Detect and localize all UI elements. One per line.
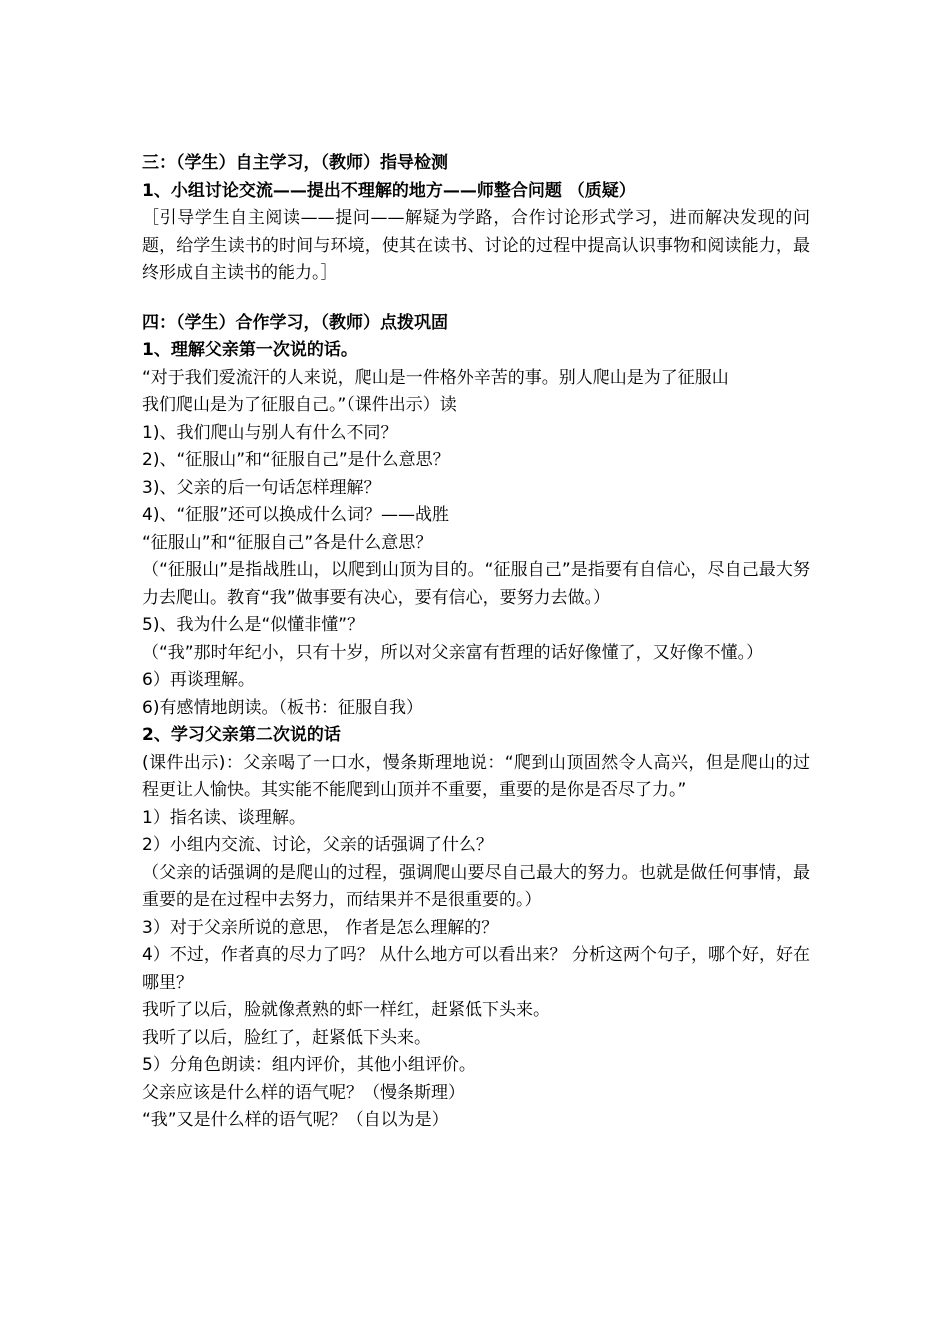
part2-question-5b: “我”又是什么样的语气呢？（自以为是）: [142, 1110, 449, 1130]
part1-answer-4: （“征服山”是指战胜山，以爬到山顶为目的。“征服自己”是指要有自信心，尽自己最大努力去爬山。教育“我”做事要有决心，要有信心，要努力去做。）: [142, 560, 810, 608]
part2-sentence-1: 我听了以后，脸就像煮熟的虾一样红，赶紧低下头来。: [142, 1000, 550, 1020]
section3-subheading: 1、小组讨论交流——提出不理解的地方——师整合问题 （质疑）: [142, 180, 636, 201]
part1-question-4: 4)、“征服”还可以换成什么词？——战胜: [142, 505, 450, 525]
part2-question-5a: 父亲应该是什么样的语气呢？（慢条斯理）: [142, 1082, 465, 1103]
section-spacer: [142, 288, 810, 310]
part1-question-3: 3)、父亲的后一句话怎样理解？: [142, 477, 381, 498]
part1-question-6b: 6)有感情地朗读。（板书：征服自我）: [142, 697, 423, 718]
part2-quote: (课件出示)：父亲喝了一口水，慢条斯理地说：“爬到山顶固然令人高兴，但是爬山的过程更让人愉快。其实能不能爬到山顶并不重要，重要的是你是否尽了力。”: [142, 752, 810, 800]
part2-question-2: 2）小组内交流、讨论，父亲的话强调了什么？: [142, 835, 493, 855]
part1-answer-5: （“我”那时年纪小，只有十岁，所以对父亲富有哲理的话好像懂了，又好像不懂。）: [142, 642, 764, 663]
section3-heading: 三：（学生）自主学习，（教师）指导检测: [142, 153, 448, 173]
part2-question-1: 1）指名读、谈理解。: [142, 807, 306, 828]
section3-note: ［引导学生自主阅读——提问——解疑为学路，合作讨论形式学习，进而解决发现的问题，给学生读书的时间与环境，使其在读书、讨论的过程中提高认识事物和阅读能力，最终形成自主读书的能力。］: [142, 208, 810, 283]
part2-question-3: 3）对于父亲所说的意思， 作者是怎么理解的？: [142, 917, 499, 938]
part1-quote-line2: 我们爬山是为了征服自己。”（课件出示）读: [142, 395, 457, 415]
part2-question-4: 4）不过，作者真的尽力了吗？ 从什么地方可以看出来？ 分析这两个句子，哪个好，好在哪里？: [142, 945, 810, 993]
part1-question-5: 5)、我为什么是“似懂非懂”？: [142, 615, 365, 635]
part1-question-1: 1)、我们爬山与别人有什么不同？: [142, 422, 398, 443]
section4-heading: 四：（学生）合作学习，（教师）点拨巩固: [142, 312, 448, 333]
part1-question-4b: “征服山”和“征服自己”各是什么意思？: [142, 532, 433, 553]
part2-answer-2: （父亲的话强调的是爬山的过程，强调爬山要尽自己最大的努力。也就是做任何事情，最重要的是在过程中去努力，而结果并不是很重要的。）: [142, 862, 810, 910]
part2-title: 2、学习父亲第二次说的话: [142, 725, 341, 745]
document-page: [142, 150, 810, 1135]
part1-question-6: 6）再谈理解。: [142, 670, 255, 690]
part2-sentence-2: 我听了以后，脸红了，赶紧低下头来。: [142, 1027, 431, 1048]
part1-question-2: 2)、“征服山”和“征服自己”是什么意思？: [142, 450, 450, 470]
part2-question-5: 5）分角色朗读：组内评价，其他小组评价。: [142, 1055, 476, 1075]
part1-quote-line1: “对于我们爱流汗的人来说，爬山是一件格外辛苦的事。别人爬山是为了征服山: [142, 367, 729, 388]
part1-title: 1、理解父亲第一次说的话。: [142, 340, 358, 360]
